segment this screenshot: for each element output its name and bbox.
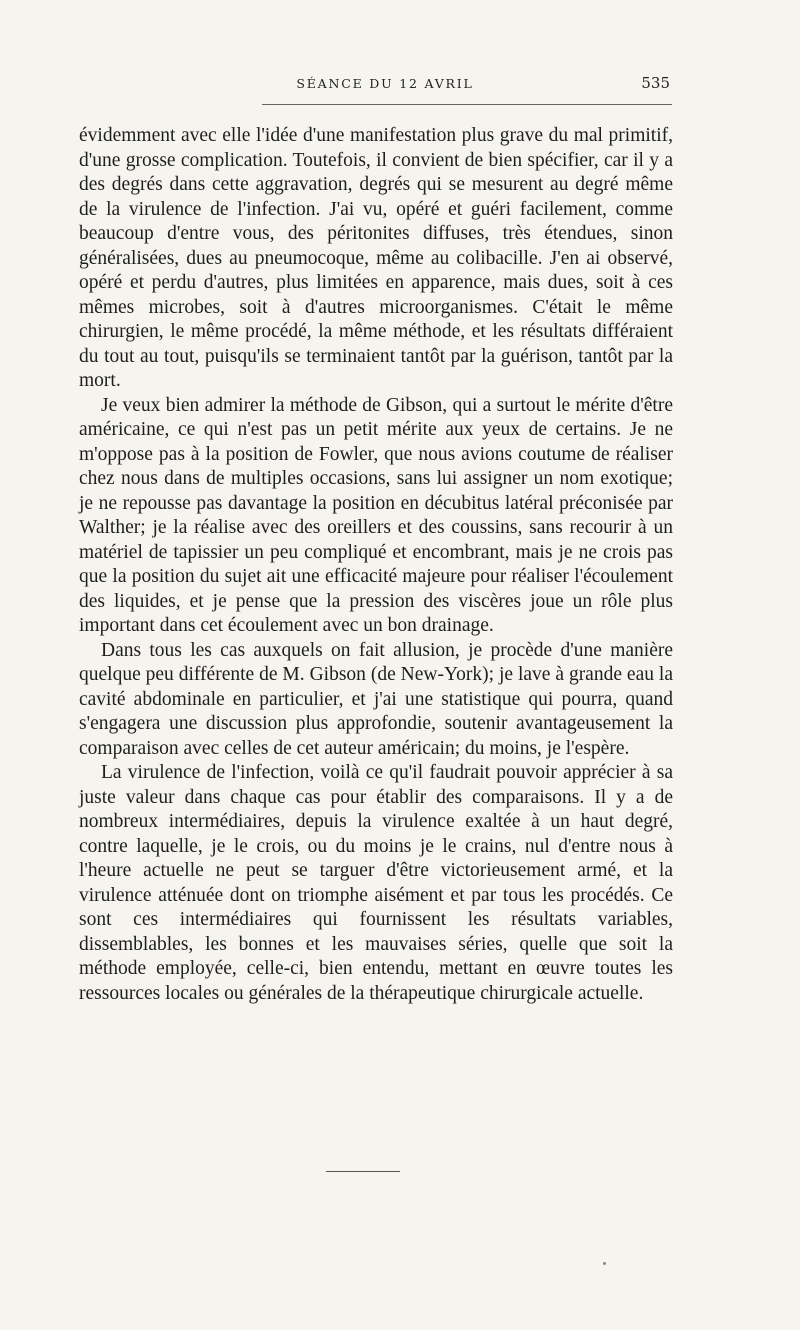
page-header bbox=[100, 72, 670, 102]
paper-speck bbox=[603, 1262, 606, 1265]
page-number: 535 bbox=[641, 74, 670, 92]
paragraph-4: La virulence de l'infection, voilà ce qu'il faudrait pouvoir apprécier à sa juste valeur dans chaque cas pour établir des comparaisons. Il y a de nombreux intermédiaires, depuis la virulence exaltée à un haut degré, contre laquelle, je le crois, ou du moins je le crains, nul d'entre nous à l'heure actuelle ne peut se targuer d'être victorieusement armé, et la virulence atténuée dont on triomphe aisément et par tous les procédés. Ce sont ces intermédiaires qui fournissent les résultats variables, dissemblables, les bonnes et les mauvaises séries, quelle que soit la méthode employée, celle-ci, bien entendu, mettant en œuvre toutes les ressources locales ou générales de la thérapeutique chirurgicale actuelle. bbox=[79, 762, 673, 1004]
header-rule bbox=[262, 104, 672, 105]
body-text bbox=[79, 124, 673, 1006]
section-end-rule bbox=[326, 1171, 400, 1172]
paragraph-2: Je veux bien admirer la méthode de Gibson, qui a surtout le mérite d'être américaine, ce qui n'est pas un petit mérite aux yeux de certains. Je ne m'oppose pas à la position de Fowler, que nous avions coutume de réaliser chez nous dans de multiples occasions, sans lui assigner un nom exotique; je ne repousse pas davantage la position en décubitus latéral préconisée par Walther; je la réalise avec des oreillers et des coussins, sans recourir à un matériel de tapissier un peu compliqué et encombrant, mais je ne crois pas que la position du sujet ait une efficacité majeure pour réaliser l'écoulement des liquides, et je pense que la pression des viscères joue un rôle plus important dans cet écoulement avec un bon drainage. bbox=[79, 394, 673, 636]
paragraph-1: évidemment avec elle l'idée d'une manifestation plus grave du mal primitif, d'une grosse complication. Toutefois, il convient de bien spécifier, car il y a des degrés dans cette aggravation, degrés qui se mesurent au degré même de la virulence de l'infection. J'ai vu, opéré et guéri facilement, comme beaucoup d'entre vous, des péritonites diffuses, très étendues, sinon généralisées, dues au pneumocoque, même au colibacille. J'en ai observé, opéré et perdu d'autres, plus limitées en apparence, mais dues, soit à ces mêmes microbes, soit à d'autres microorganismes. C'était le même chirurgien, le même procédé, la même méthode, et les résultats différaient du tout au tout, puisqu'ils se terminaient tantôt par la guérison, tantôt par la mort. bbox=[79, 125, 673, 391]
paragraph-3: Dans tous les cas auxquels on fait allusion, je procède d'une manière quelque peu différente de M. Gibson (de New-York); je lave à grande eau la cavité abdominale en particulier, et j'ai une statistique qui pourra, quand s'engagera une discussion plus approfondie, soutenir avantageusement la comparaison avec celles de cet auteur américain; du moins, je l'espère. bbox=[79, 639, 673, 759]
running-title: SÉANCE DU 12 AVRIL bbox=[296, 76, 474, 91]
